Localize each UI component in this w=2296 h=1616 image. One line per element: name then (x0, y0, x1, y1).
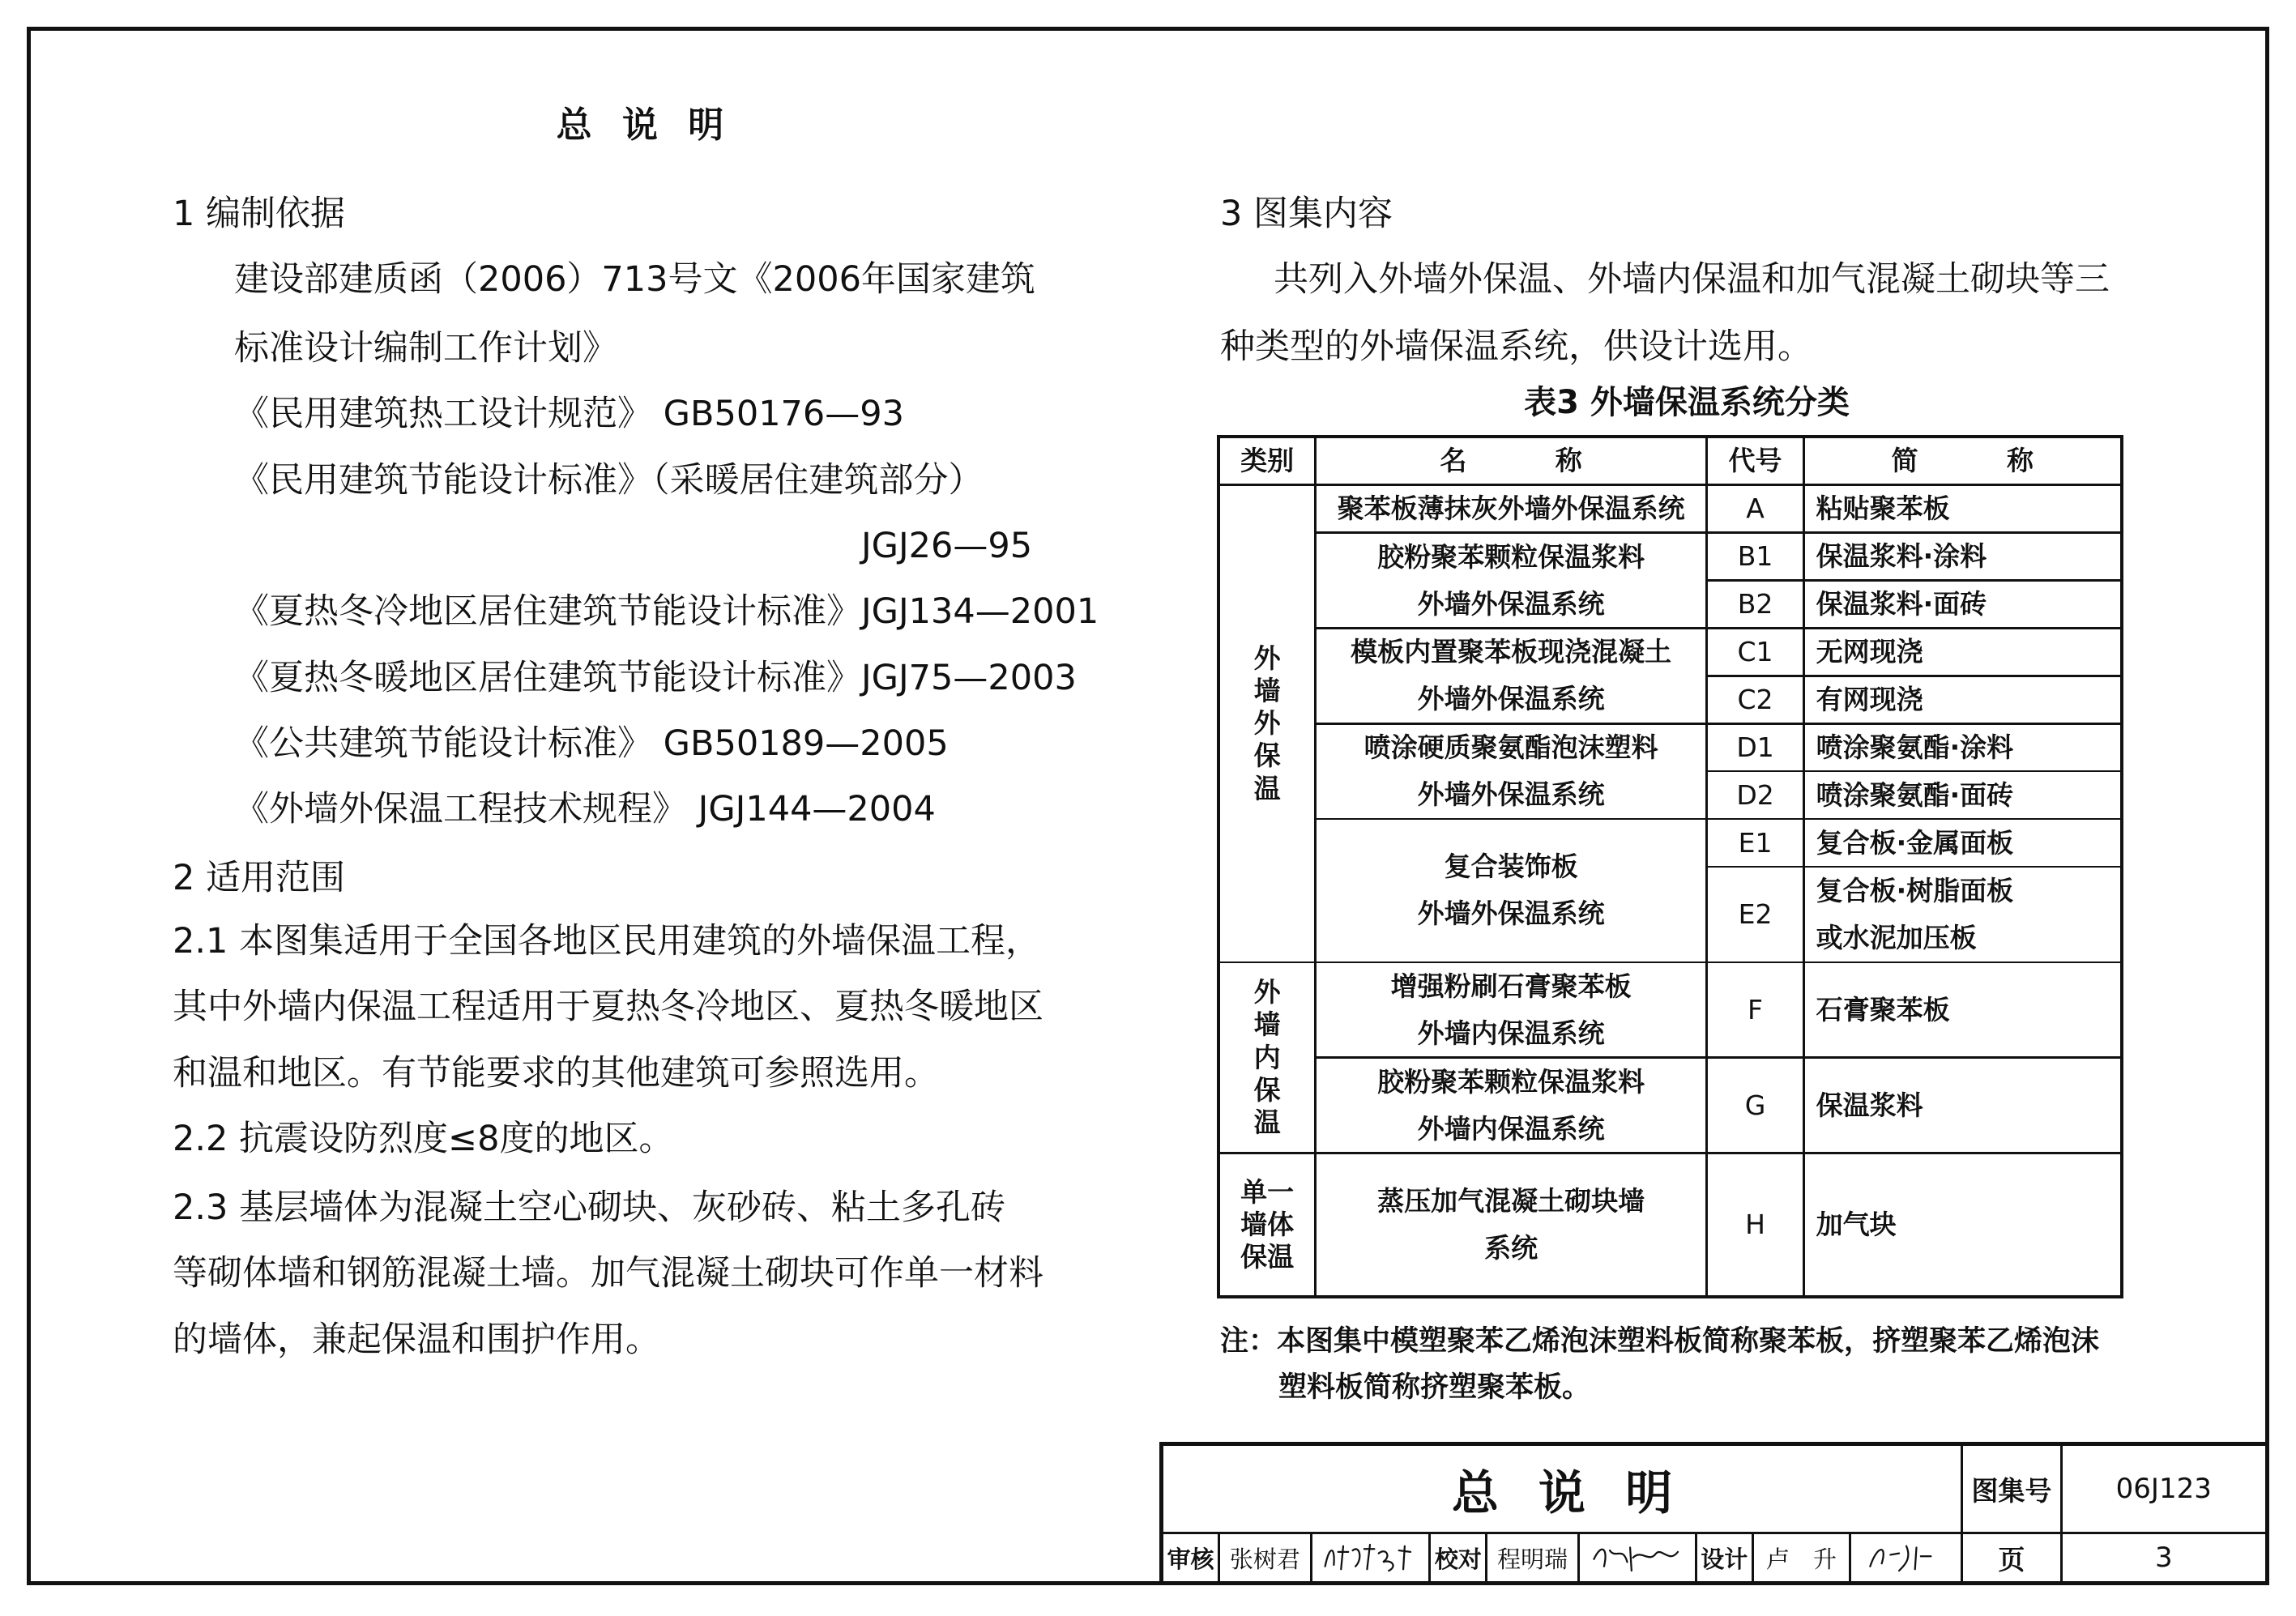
basis-line: 《外墙外保温工程技术规程》 JGJ144—2004 (234, 789, 936, 829)
contents-line: 种类型的外墙保温系统，供设计选用。 (1220, 326, 1812, 367)
header-label: 类别 (1240, 445, 1295, 477)
system-name-cell (1317, 963, 1706, 1056)
section-heading: 3 图集内容 (1220, 194, 1393, 234)
scope-line: 等砌体墙和钢筋混凝土墙。加气混凝土砌块可作单一材料 (173, 1253, 1043, 1294)
system-name-cell (1317, 1154, 1706, 1295)
basis-line: 建设部建质函（2006）713号文《2006年国家建筑 (234, 259, 1035, 300)
short-name-cell (1805, 963, 2120, 1056)
section-heading: 2 适用范围 (173, 858, 346, 898)
code: D2 (1736, 778, 1774, 811)
code-cell (1708, 725, 1803, 770)
system-name: 增强粉刷石膏聚苯板 (1390, 970, 1632, 1002)
page-label: 页 (1963, 1534, 2059, 1581)
system-name-cell (1317, 486, 1706, 531)
system-name: 外墙外保温系统 (1417, 898, 1605, 930)
page-number: 3 (2063, 1534, 2265, 1581)
short-name-cell (1805, 1059, 2120, 1152)
short-name-cell (1805, 534, 2120, 579)
basis-line: 《公共建筑节能设计标准》 GB50189—2005 (234, 723, 949, 764)
code: B2 (1737, 587, 1773, 620)
insulation-system-table (1217, 435, 2123, 1298)
short-name: 石膏聚苯板 (1816, 993, 1950, 1025)
code: C1 (1737, 635, 1773, 667)
design-label: 设计 (1697, 1534, 1752, 1581)
scope-line: 2.3 基层墙体为混凝土空心砌块、灰砂砖、粘土多孔砖 (173, 1187, 1006, 1228)
short-name: 加气块 (1816, 1208, 1897, 1240)
header-label: 简 称 (1891, 445, 2034, 477)
system-name: 喷涂硬质聚氨酯泡沫塑料 (1364, 731, 1658, 764)
table-note: 注：本图集中模塑聚苯乙烯泡沫塑料板简称聚苯板，挤塑聚苯乙烯泡沫 (1220, 1325, 2100, 1358)
atlas-number: 06J123 (2063, 1446, 2265, 1532)
header-code (1708, 438, 1803, 484)
short-name-cell (1805, 677, 2120, 723)
short-name: 复合板·树脂面板 (1816, 874, 2014, 906)
header-category (1220, 438, 1314, 484)
scope-line: 和温和地区。有节能要求的其他建筑可参照选用。 (173, 1053, 939, 1094)
code: B1 (1737, 540, 1773, 573)
reviewer-signature (1312, 1534, 1429, 1581)
reviewer-name: 张树君 (1220, 1534, 1310, 1581)
short-name-cell (1805, 1154, 2120, 1295)
signature (1585, 1537, 1689, 1578)
code-cell (1708, 486, 1803, 531)
designer-signature (1851, 1534, 1961, 1581)
system-name: 外墙内保温系统 (1417, 1112, 1605, 1145)
system-name-cell (1317, 534, 1706, 627)
scope-line: 其中外墙内保温工程适用于夏热冬冷地区、夏热冬暖地区 (173, 987, 1043, 1027)
table-note: 塑料板简称挤塑聚苯板。 (1278, 1371, 1591, 1404)
code-cell (1708, 1154, 1803, 1295)
system-name: 胶粉聚苯颗粒保温浆料 (1377, 540, 1645, 573)
code-cell (1708, 534, 1803, 579)
code: F (1748, 993, 1764, 1025)
code: C2 (1737, 683, 1773, 715)
short-name-cell (1805, 820, 2120, 865)
short-name-cell (1805, 772, 2120, 817)
basis-line: 《夏热冬冷地区居住建筑节能设计标准》JGJ134—2001 (234, 591, 1099, 632)
check-label: 校对 (1431, 1534, 1485, 1581)
checker-name: 程明瑞 (1487, 1534, 1577, 1581)
code-cell (1708, 772, 1803, 817)
table-title: 表3 外墙保温系统分类 (1524, 384, 1850, 421)
header-label: 名 称 (1440, 445, 1582, 477)
category-cell (1220, 963, 1314, 1152)
short-name-cell (1805, 582, 2120, 627)
checker-signature (1580, 1534, 1695, 1581)
signature (1854, 1537, 1958, 1578)
title-block (1159, 1442, 2269, 1585)
code: H (1745, 1208, 1765, 1240)
system-name: 外墙外保温系统 (1417, 683, 1605, 715)
short-name: 粘贴聚苯板 (1816, 492, 1950, 525)
header-short (1805, 438, 2120, 484)
category-label: 外墙外保温 (1253, 642, 1281, 804)
short-name: 复合板·金属面板 (1816, 826, 2014, 859)
short-name: 保温浆料·面砖 (1816, 587, 1987, 620)
code-cell (1708, 629, 1803, 675)
code-cell (1708, 820, 1803, 865)
code-cell (1708, 868, 1803, 961)
signature (1318, 1537, 1422, 1578)
scope-line: 2.2 抗震设防烈度≤8度的地区。 (173, 1119, 674, 1159)
category-label: 单一墙体保温 (1240, 1175, 1295, 1273)
code: A (1746, 492, 1765, 525)
system-name-cell (1317, 725, 1706, 818)
code-cell (1708, 1059, 1803, 1152)
basis-line: 《夏热冬暖地区居住建筑节能设计标准》JGJ75—2003 (234, 658, 1077, 698)
category-label: 外墙内保温 (1253, 976, 1281, 1139)
system-name: 外墙内保温系统 (1417, 1017, 1605, 1049)
code-cell (1708, 582, 1803, 627)
code: E1 (1738, 826, 1773, 859)
short-name-cell (1805, 725, 2120, 770)
short-name: 喷涂聚氨酯·面砖 (1816, 778, 2014, 811)
short-name: 有网现浇 (1816, 683, 1923, 715)
atlas-number-label: 图集号 (1963, 1446, 2059, 1532)
short-name: 或水泥加压板 (1816, 921, 1977, 953)
system-name: 胶粉聚苯颗粒保温浆料 (1377, 1065, 1645, 1098)
basis-line: JGJ26—95 (861, 526, 1033, 566)
header-label: 代号 (1728, 445, 1782, 477)
basis-line: 《民用建筑热工设计规范》 GB50176—93 (234, 394, 904, 434)
system-name: 复合装饰板 (1444, 851, 1578, 883)
system-name: 外墙外保温系统 (1417, 587, 1605, 620)
system-name-cell (1317, 1059, 1706, 1152)
short-name: 保温浆料 (1816, 1089, 1923, 1121)
scope-line: 2.1 本图集适用于全国各地区民用建筑的外墙保温工程， (173, 921, 1041, 961)
category-cell (1220, 486, 1314, 961)
code: D1 (1736, 731, 1774, 763)
short-name-cell (1805, 868, 2120, 961)
designer-name: 卢 升 (1754, 1534, 1849, 1581)
short-name: 无网现浇 (1816, 635, 1923, 667)
basis-line: 标准设计编制工作计划》 (234, 328, 617, 369)
code: G (1744, 1089, 1766, 1121)
system-name: 模板内置聚苯板现浇混凝土 (1351, 636, 1672, 668)
code-cell (1708, 963, 1803, 1056)
short-name: 喷涂聚氨酯·涂料 (1816, 731, 2014, 763)
short-name-cell (1805, 629, 2120, 675)
page-title: 总 说 明 (556, 104, 724, 146)
code-cell (1708, 677, 1803, 723)
short-name: 保温浆料·涂料 (1816, 540, 1987, 573)
system-name: 蒸压加气混凝土砌块墙 (1377, 1184, 1645, 1217)
review-label: 审核 (1163, 1534, 1218, 1581)
system-name-cell (1317, 629, 1706, 723)
system-name: 外墙外保温系统 (1417, 778, 1605, 811)
short-name-cell (1805, 486, 2120, 531)
scope-line: 的墙体，兼起保温和围护作用。 (173, 1320, 660, 1360)
category-cell (1220, 1154, 1314, 1295)
title-block-title: 总 说 明 (1163, 1446, 1961, 1532)
section-heading: 1 编制依据 (173, 194, 346, 234)
header-name (1317, 438, 1706, 484)
code: E2 (1738, 898, 1773, 930)
system-name-cell (1317, 820, 1706, 961)
system-name: 聚苯板薄抹灰外墙外保温系统 (1337, 492, 1685, 525)
system-name: 系统 (1484, 1231, 1538, 1264)
basis-line: 《民用建筑节能设计标准》（采暖居住建筑部分） (234, 460, 984, 501)
contents-line: 共列入外墙外保温、外墙内保温和加气混凝土砌块等三 (1274, 259, 2110, 300)
